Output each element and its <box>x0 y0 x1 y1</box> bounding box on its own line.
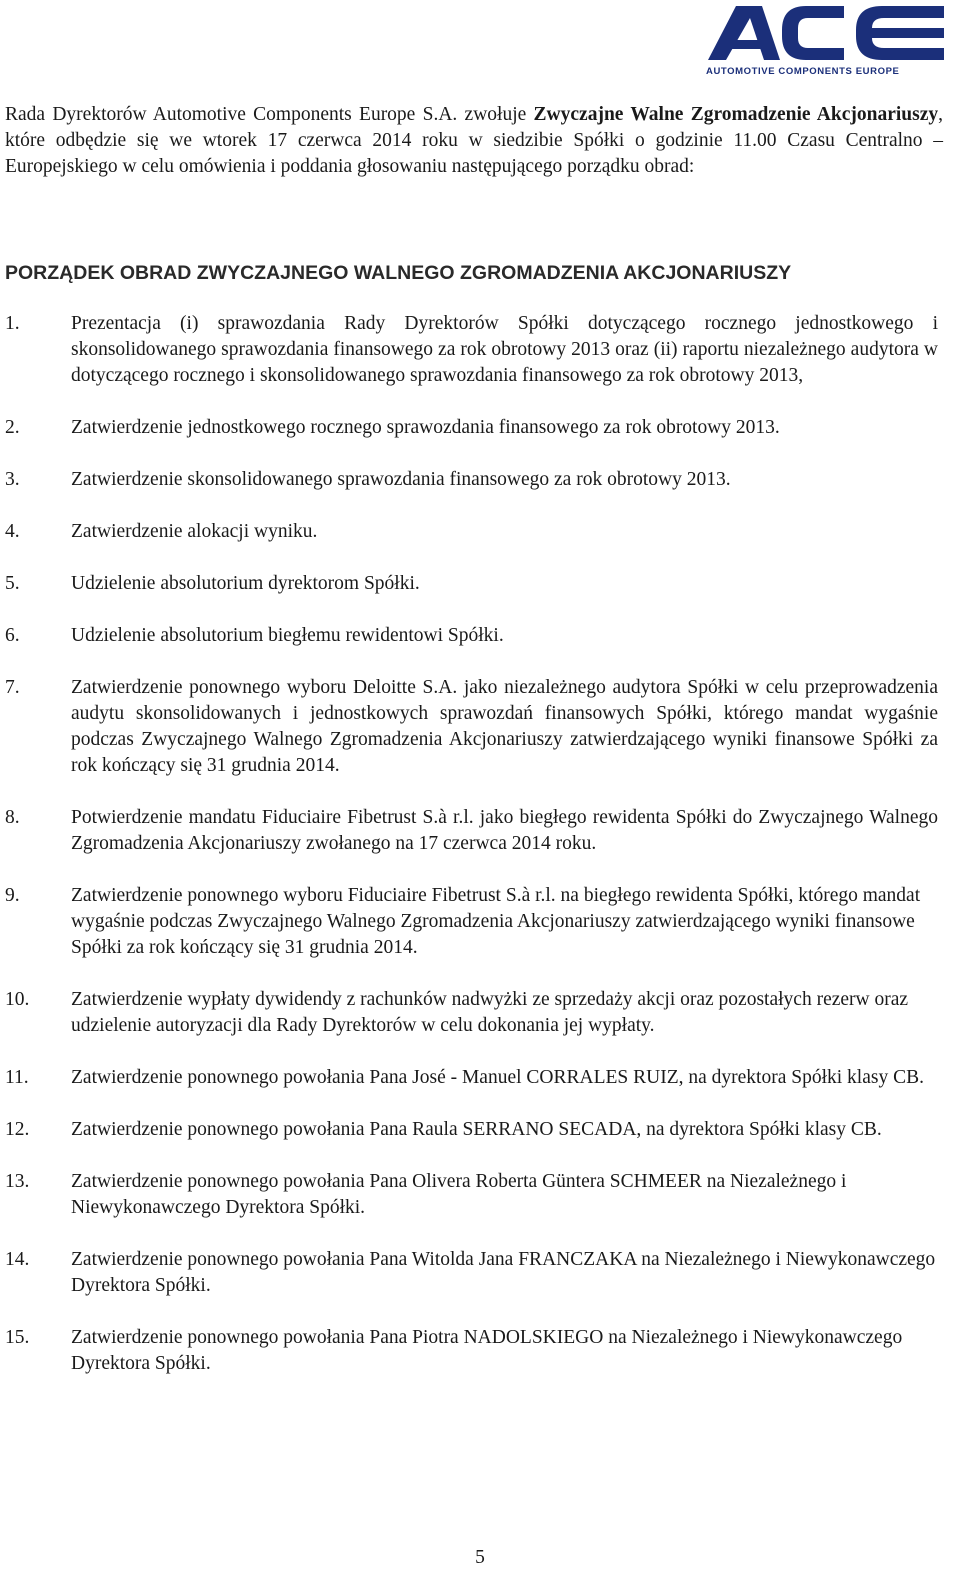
agenda-item-text: Zatwierdzenie wypłaty dywidendy z rachunków nadwyżki ze sprzedaży akcji oraz pozostałych rezerw oraz udzielenie autoryzacji dla Rady Dyrektorów w celu dokonania jej wypłaty. <box>71 989 909 1036</box>
agenda-item <box>0 1169 960 1221</box>
agenda-item <box>0 1247 960 1299</box>
agenda-item-number: 5. <box>5 573 20 594</box>
agenda-item <box>0 883 960 961</box>
agenda-item-number: 13. <box>5 1171 30 1192</box>
agenda-item-number: 12. <box>5 1119 30 1140</box>
agenda-item-text: Zatwierdzenie ponownego powołania Pana José - Manuel CORRALES RUIZ, na dyrektora Spółki klasy CB. <box>71 1067 924 1088</box>
agenda-item-number: 3. <box>5 469 20 490</box>
agenda-item-text: Zatwierdzenie ponownego powołania Pana Raula SERRANO SECADA, na dyrektora Spółki klasy CB. <box>71 1119 882 1140</box>
agenda-item-number: 6. <box>5 625 20 646</box>
agenda-item-number: 7. <box>5 677 20 698</box>
intro-text-part2: , które odbędzie się we wtorek 17 czerwca 2014 roku w siedzibie Spółki o godzinie 11.00 Czasu Centralno – Europejskiego w celu omówienia i poddania głosowaniu następującego porządku obrad: <box>5 104 943 177</box>
agenda-item <box>0 1325 960 1377</box>
agenda-item-number: 11. <box>5 1067 29 1088</box>
agenda-item <box>0 311 960 389</box>
agenda-item-text: Zatwierdzenie skonsolidowanego sprawozdania finansowego za rok obrotowy 2013. <box>71 469 731 490</box>
agenda-item <box>0 623 960 649</box>
agenda-item-number: 1. <box>5 313 20 334</box>
agenda-item <box>0 987 960 1039</box>
agenda-item-text: Zatwierdzenie ponownego powołania Pana Witolda Jana FRANCZAKA na Niezależnego i Niewykonawczego Dyrektora Spółki. <box>71 1249 936 1296</box>
agenda-item-text: Udzielenie absolutorium dyrektorom Spółki. <box>71 573 420 594</box>
agenda-heading: PORZĄDEK OBRAD ZWYCZAJNEGO WALNEGO ZGROMADZENIA AKCJONARIUSZY <box>5 262 792 284</box>
agenda-item-number: 4. <box>5 521 20 542</box>
agenda-item <box>0 1117 960 1143</box>
page-number: 5 <box>475 1547 485 1568</box>
intro-paragraph <box>5 102 943 180</box>
agenda-list <box>0 311 960 1403</box>
agenda-item-text: Prezentacja (i) sprawozdania Rady Dyrektorów Spółki dotyczącego rocznego jednostkowego i skonsolidowanego sprawozdania finansowego za rok obrotowy 2013 oraz (ii) raportu niezależnego audytora w dotyczącego rocznego i skonsolidowanego sprawozdania finansowego za rok obrotowy 2013, <box>71 313 938 386</box>
agenda-item-number: 8. <box>5 807 20 828</box>
agenda-item <box>0 675 960 779</box>
company-logo <box>706 0 946 82</box>
logo-subtitle: AUTOMOTIVE COMPONENTS EUROPE <box>706 66 900 77</box>
agenda-item <box>0 415 960 441</box>
intro-meeting-name: Zwyczajne Walne Zgromadzenie Akcjonariuszy <box>533 104 939 125</box>
agenda-item-number: 15. <box>5 1327 30 1348</box>
agenda-item <box>0 467 960 493</box>
agenda-item-number: 10. <box>5 989 30 1010</box>
agenda-item-number: 2. <box>5 417 20 438</box>
agenda-item-text: Potwierdzenie mandatu Fiduciaire Fibetrust S.à r.l. jako biegłego rewidenta Spółki do Zwyczajnego Walnego Zgromadzenia Akcjonariuszy zwołanego na 17 czerwca 2014 roku. <box>71 807 938 854</box>
agenda-item-text: Zatwierdzenie ponownego wyboru Deloitte S.A. jako niezależnego audytora Spółki w celu przeprowadzenia audytu skonsolidowanych i jednostkowych sprawozdań finansowych Spółki, którego mandat wygaśnie podczas Zwyczajnego Walnego Zgromadzenia Akcjonariuszy zatwierdzającego wyniki finansowe Spółki za rok kończący się 31 grudnia 2014. <box>71 677 938 776</box>
agenda-item-text: Zatwierdzenie ponownego wyboru Fiduciaire Fibetrust S.à r.l. na biegłego rewidenta Spółki, którego mandat wygaśnie podczas Zwyczajnego Walnego Zgromadzenia Akcjonariuszy zatwierdzającego wyniki finansowe Spółki za rok kończący się 31 grudnia 2014. <box>71 885 921 958</box>
agenda-item-number: 14. <box>5 1249 30 1270</box>
agenda-item <box>0 805 960 857</box>
agenda-item-text: Zatwierdzenie ponownego powołania Pana Piotra NADOLSKIEGO na Niezależnego i Niewykonawczego Dyrektora Spółki. <box>71 1327 903 1374</box>
agenda-item <box>0 571 960 597</box>
agenda-item <box>0 1065 960 1091</box>
agenda-item-text: Zatwierdzenie jednostkowego rocznego sprawozdania finansowego za rok obrotowy 2013. <box>71 417 780 438</box>
agenda-item <box>0 519 960 545</box>
agenda-item-number: 9. <box>5 885 20 906</box>
agenda-item-text: Zatwierdzenie alokacji wyniku. <box>71 521 318 542</box>
intro-text-part1: Rada Dyrektorów Automotive Components Europe S.A. zwołuje <box>5 104 534 125</box>
agenda-item-text: Udzielenie absolutorium biegłemu rewidentowi Spółki. <box>71 625 504 646</box>
agenda-item-text: Zatwierdzenie ponownego powołania Pana Olivera Roberta Güntera SCHMEER na Niezależnego i Niewykonawczego Dyrektora Spółki. <box>71 1171 847 1218</box>
ace-logo-icon <box>706 0 946 82</box>
